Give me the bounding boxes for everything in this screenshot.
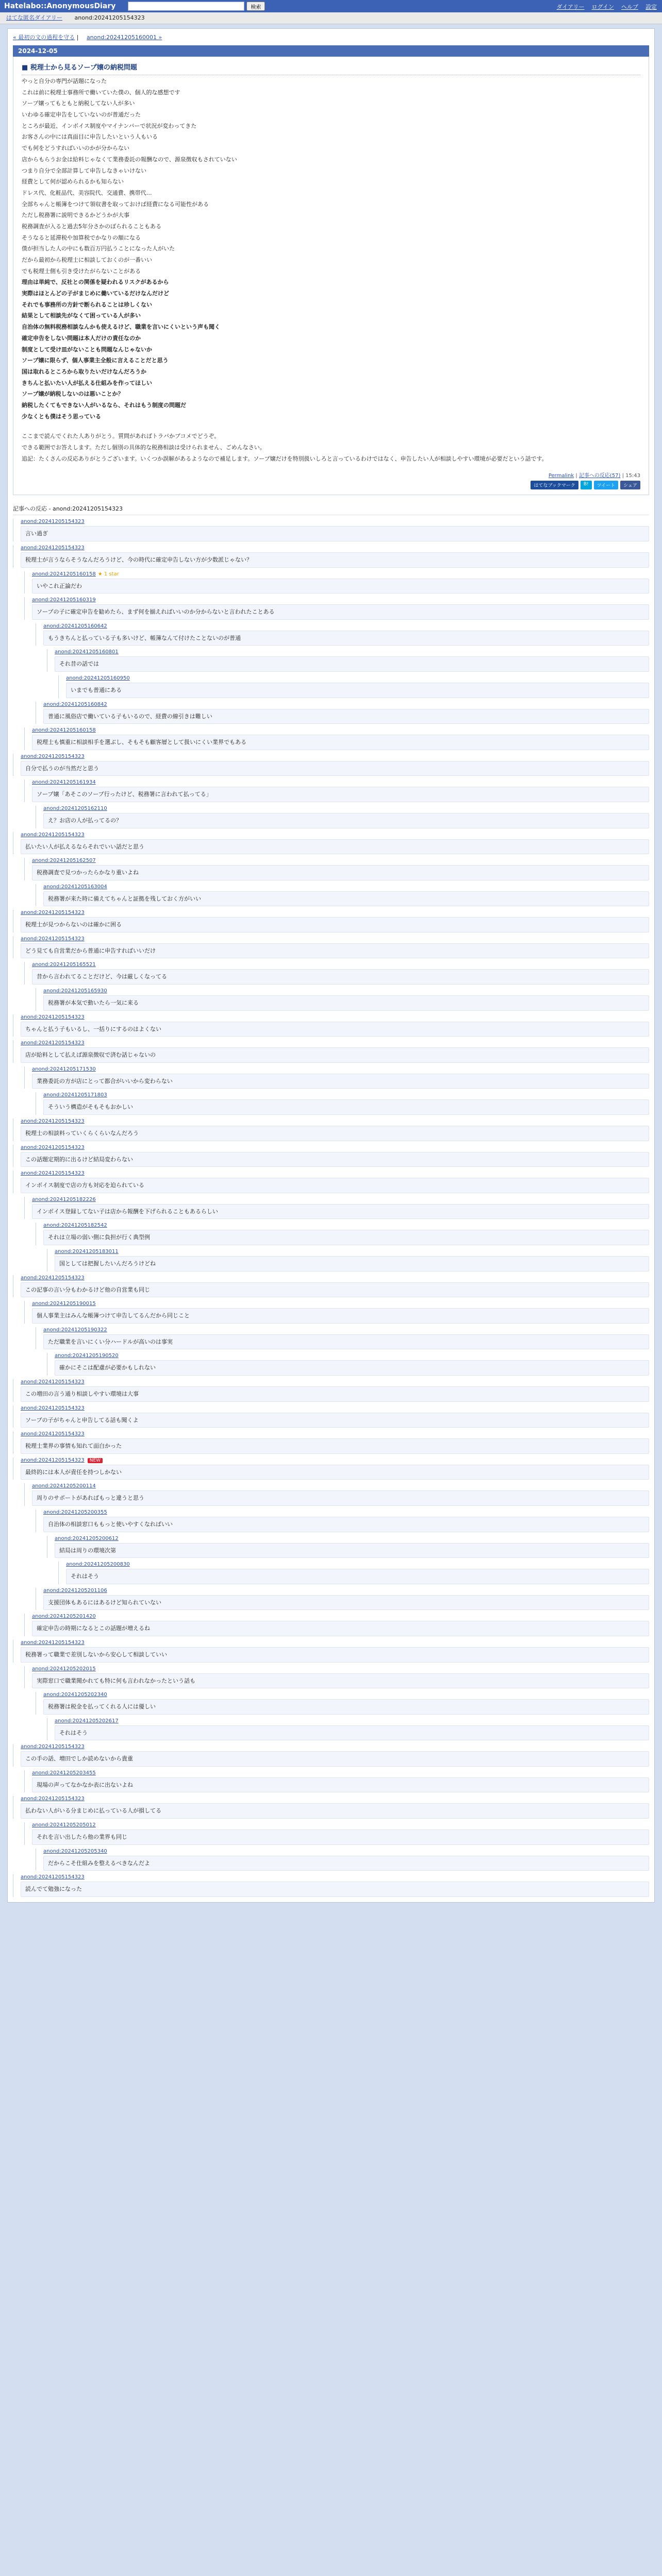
comment-author-link[interactable]: anond:20241205154323 bbox=[21, 936, 85, 942]
comment-author-link[interactable]: anond:20241205200114 bbox=[32, 1483, 96, 1489]
entry-paragraph: ここまで読んでくれた人ありがとう。質問があればトラバかブコメでどうぞ。 bbox=[22, 433, 220, 440]
comment-header bbox=[32, 962, 649, 968]
header-link-help[interactable]: ヘルプ bbox=[621, 4, 638, 10]
comment-item bbox=[24, 1301, 649, 1324]
comment-text: え？お店の人が払ってるの？ bbox=[43, 813, 649, 828]
entry-paragraph: 確定申告をしない問題は本人だけの責任なのか bbox=[22, 334, 141, 342]
entry-paragraph: これは前に税理士事務所で働いていた僕の、個人的な感想です bbox=[22, 89, 180, 96]
comment-author-link[interactable]: anond:20241205200355 bbox=[43, 1509, 107, 1515]
comment-header bbox=[55, 1353, 649, 1359]
search-button[interactable]: 検索 bbox=[246, 2, 265, 11]
comment-item bbox=[24, 1614, 649, 1636]
comment-header bbox=[43, 806, 649, 811]
comment-item bbox=[13, 936, 649, 959]
entry-paragraph: ところが最近、インボイス制度やマイナンバーで状況が変わってきた bbox=[22, 122, 197, 129]
comment-text: 税務署って職業で差別しないから安心して相談していい bbox=[21, 1647, 649, 1663]
entry-paragraph: でも何をどうすればいいのかが分からない bbox=[22, 145, 129, 152]
search-form bbox=[128, 2, 265, 11]
comment-author-link[interactable]: anond:20241205160319 bbox=[32, 597, 96, 603]
entry-paragraph: 店からもらうお金は給料じゃなくて業務委託の報酬なので、源泉徴収もされていない bbox=[22, 156, 237, 163]
comment-text: 確定申告の時期になるとこの話題が増えるね bbox=[32, 1621, 649, 1636]
entry-paragraph: 制度として受け皿がないことも問題なんじゃないか bbox=[22, 346, 152, 353]
comment-header bbox=[21, 545, 649, 551]
entry-paragraph: でも税理士側も引き受けたがらないことがある bbox=[22, 267, 141, 275]
bookmark-count-button[interactable]: B! bbox=[581, 481, 592, 489]
comment-text: ただ職業を言いにくい分ハードルが高いのは事実 bbox=[43, 1334, 649, 1350]
entry-paragraph: ドレス代、化粧品代、美容院代、交通費、携帯代… bbox=[22, 189, 152, 196]
comment-text: 個人事業主はみんな帳簿つけて申告してるんだから同じこと bbox=[32, 1308, 649, 1324]
comment-author-link[interactable]: anond:20241205202015 bbox=[32, 1666, 96, 1672]
comment-author-link[interactable]: anond:20241205205340 bbox=[43, 1848, 107, 1854]
comment-item bbox=[13, 1744, 649, 1767]
comment-header bbox=[43, 623, 649, 629]
entry-paragraph: 結果として相談先がなくて困っている人が多い bbox=[22, 312, 141, 319]
comment-text: 最終的には本人が責任を持つしかない bbox=[21, 1465, 649, 1480]
comment-item bbox=[36, 1327, 649, 1350]
header-link-settings[interactable]: 設定 bbox=[646, 4, 657, 10]
comment-text: いやこれ正論だわ bbox=[32, 579, 649, 594]
comment-text: この話題定期的に出るけど結局変わらない bbox=[21, 1152, 649, 1167]
comment-text: 税理士の相談料っていくらくらいなんだろう bbox=[21, 1126, 649, 1141]
comment-item bbox=[24, 962, 649, 985]
comment-text: 自分で払うのが当然だと思う bbox=[21, 761, 649, 776]
comment-header bbox=[43, 1092, 649, 1098]
entry-paragraph: できる範囲でお答えします。ただし個別の具体的な税務相談は受けられません、ごめんなさい。 bbox=[22, 444, 266, 451]
entry-paragraph: やっと自分の専門が話題になった bbox=[22, 78, 107, 84]
permalink-link[interactable]: Permalink bbox=[548, 473, 574, 479]
header-links bbox=[557, 3, 657, 11]
comment-author-link[interactable]: anond:20241205154323 bbox=[21, 1639, 85, 1646]
comment-header bbox=[32, 1614, 649, 1619]
entry-paragraph: ソープ嬢が納税しないのは悪いことか？ bbox=[22, 391, 124, 398]
comment-text: 支援団体もあるにはあるけど知られていない bbox=[43, 1595, 649, 1611]
comment-header bbox=[55, 1249, 649, 1255]
comment-author-link[interactable]: anond:20241205201420 bbox=[32, 1614, 96, 1620]
comment-author-link[interactable]: anond:20241205205012 bbox=[32, 1822, 96, 1828]
comment-header bbox=[21, 936, 649, 942]
entry-paragraph: ソープ嬢ってもともと納税してない人が多い bbox=[22, 100, 135, 107]
comment-item bbox=[13, 1379, 649, 1402]
comment-text: 昔から言われてることだけど、今は厳しくなってる bbox=[32, 969, 649, 985]
comment-item bbox=[13, 545, 649, 568]
comment-header bbox=[43, 1327, 649, 1333]
entry-paragraph: お客さんの中には真面目に申告したいという人もいる bbox=[22, 133, 158, 141]
comment-author-link[interactable]: anond:20241205154323 bbox=[21, 832, 85, 838]
comment-author-link[interactable]: anond:20241205160801 bbox=[55, 649, 119, 655]
entry-time: 15:43 bbox=[625, 473, 640, 479]
comment-author-link[interactable]: anond:20241205160642 bbox=[43, 623, 107, 629]
comment-author-link[interactable]: anond:20241205154323 bbox=[21, 1379, 85, 1385]
comment-author-link[interactable]: anond:20241205163004 bbox=[43, 884, 107, 890]
comment-author-link[interactable]: anond:20241205190520 bbox=[55, 1353, 119, 1359]
entry-paragraph: いわゆる確定申告をしていないのが普通だった bbox=[22, 111, 141, 118]
entry-paragraph: 理由は単純で、反社との関係を疑われるリスクがあるから bbox=[22, 279, 169, 286]
comment-text: 税務署が来た時に備えてちゃんと証拠を残しておく方がいい bbox=[43, 891, 649, 907]
comment-header bbox=[21, 1640, 649, 1646]
comment-header bbox=[32, 1483, 649, 1489]
comment-text: 払いたい人が払えるならそれでいい話だと思う bbox=[21, 839, 649, 855]
comment-author-link[interactable]: anond:20241205154323 bbox=[21, 545, 85, 551]
comment-header bbox=[21, 1145, 649, 1150]
comment-header bbox=[21, 1171, 649, 1176]
comment-header bbox=[32, 1770, 649, 1776]
comment-header bbox=[21, 754, 649, 759]
comment-text: 言い過ぎ bbox=[21, 526, 649, 541]
comment-author-link[interactable]: anond:20241205154323 bbox=[21, 1014, 85, 1020]
comment-header bbox=[21, 1118, 649, 1124]
entry-paragraph: 追記：たくさんの反応ありがとうございます。いくつか誤解があるようなので補足します。ソープ嬢だけを特別扱いしろと言っているわけではなく、申告したい人が相談しやすい環境が必要だという話です。 bbox=[22, 455, 548, 462]
search-input[interactable] bbox=[128, 2, 244, 11]
comment-text: 税務署が本気で動いたら一気に来る bbox=[43, 995, 649, 1011]
comment-header bbox=[21, 1275, 649, 1281]
comment-text: ソープの子がちゃんと申告してる話も聞くよ bbox=[21, 1413, 649, 1428]
breadcrumb-home[interactable]: はてな匿名ダイアリー bbox=[6, 14, 63, 21]
comment-text: そういう構造がそもそもおかしい bbox=[43, 1099, 649, 1115]
comment-header bbox=[43, 1849, 649, 1854]
comment-item bbox=[36, 1510, 649, 1532]
comment-text: 税理士が言うならそうなんだろうけど、今の時代に確定申告しない方が少数派じゃない？ bbox=[21, 552, 649, 568]
comment-header bbox=[21, 1458, 649, 1463]
comment-item bbox=[13, 1796, 649, 1819]
comment-author-link[interactable]: anond:20241205154323 bbox=[21, 1874, 85, 1880]
comment-item bbox=[58, 675, 649, 698]
comment-item bbox=[24, 779, 649, 802]
comment-author-link[interactable]: anond:20241205154323 bbox=[21, 1405, 85, 1411]
comment-text: 払わない人がいる分まじめに払っている人が損してる bbox=[21, 1803, 649, 1819]
entry-spacer bbox=[22, 423, 640, 430]
entry-paragraph: 国は取れるところから取りたいだけなんだろうか bbox=[22, 368, 146, 375]
comment-item bbox=[47, 1536, 649, 1558]
entry-paragraph: きちんと払いたい人が払える仕組みを作ってほしい bbox=[22, 379, 152, 386]
entry-paragraph: 経費として何が認められるかも知らない bbox=[22, 178, 124, 185]
day-navigation: « 最初の文の過程を守る | anond:20241205160001 » bbox=[13, 34, 162, 41]
comment-item bbox=[13, 1014, 649, 1037]
comment-author-link[interactable]: anond:20241205161934 bbox=[32, 779, 96, 786]
comment-header bbox=[21, 1014, 649, 1020]
comment-author-link[interactable]: anond:20241205154323 bbox=[21, 910, 85, 916]
comment-author-link[interactable]: anond:20241205171530 bbox=[32, 1066, 96, 1072]
entry-paragraph: それでも事務所の方針で断られることは珍しくない bbox=[22, 301, 152, 308]
comment-item bbox=[13, 1275, 649, 1298]
comment-item bbox=[24, 1197, 649, 1219]
comment-item bbox=[24, 858, 649, 880]
comment-text: いまでも普通にある bbox=[66, 683, 649, 698]
comment-text: ちゃんと払う子もいるし、一括りにするのはよくない bbox=[21, 1022, 649, 1037]
comment-header bbox=[21, 519, 649, 524]
comment-text: ソープ嬢「あそこのソープ行ったけど、税務署に言われて払ってる」 bbox=[32, 787, 649, 802]
comment-text: どう見ても自営業だから普通に申告すればいいだけ bbox=[21, 943, 649, 959]
comment-text: インボイス登録してない子は店から報酬を下げられることもあるらしい bbox=[32, 1204, 649, 1219]
comment-header bbox=[21, 1405, 649, 1411]
entry-paragraph: 少なくとも僕はそう思っている bbox=[22, 413, 101, 420]
comment-text: ソープの子に確定申告を勧めたら、まず何を揃えればいいのか分からないと言われたことある bbox=[32, 604, 649, 620]
comment-header bbox=[55, 649, 649, 655]
comment-text: それはそう bbox=[55, 1725, 649, 1741]
breadcrumb-current: anond:20241205154323 bbox=[74, 14, 145, 21]
entry-paragraph: ただし税務署に説明できるかどうかが大事 bbox=[22, 212, 129, 219]
breadcrumb bbox=[0, 12, 662, 24]
comment-header bbox=[32, 1197, 649, 1202]
comment-author-link[interactable]: anond:20241205154323 bbox=[21, 1171, 85, 1177]
comment-text: 現場の声ってなかなか表に出ないよね bbox=[32, 1777, 649, 1793]
comment-item bbox=[36, 1092, 649, 1115]
star-icon: ★ 1 star bbox=[97, 571, 119, 577]
comment-item bbox=[13, 1874, 649, 1897]
comment-text: 税務調査で見つかったらかなり重いよね bbox=[32, 865, 649, 880]
comment-text: この手の話、増田でしか読めないから貴重 bbox=[21, 1751, 649, 1767]
comment-item bbox=[24, 1822, 649, 1845]
comment-author-link[interactable]: anond:20241205182226 bbox=[32, 1196, 96, 1202]
header-link-diary[interactable]: ダイアリー bbox=[556, 4, 585, 10]
next-entry-link[interactable]: anond:20241205160001 » bbox=[86, 34, 162, 41]
comment-author-link[interactable]: anond:20241205201106 bbox=[43, 1587, 107, 1594]
comment-item bbox=[36, 806, 649, 828]
new-badge: NEW bbox=[88, 1458, 103, 1463]
comment-text: 実際窓口で職業聞かれても特に何も言われなかったという話も bbox=[32, 1673, 649, 1689]
comment-header bbox=[21, 1379, 649, 1385]
comment-author-link[interactable]: anond:20241205200612 bbox=[55, 1535, 119, 1541]
comment-item bbox=[36, 702, 649, 724]
comment-author-link[interactable]: anond:20241205154323 bbox=[21, 1275, 85, 1281]
comment-item bbox=[24, 727, 649, 750]
entry-paragraph: 納税したくてもできない人がいるなら、それはもう制度の問題だ bbox=[22, 401, 186, 409]
comment-author-link[interactable]: anond:20241205160950 bbox=[66, 675, 130, 681]
comment-header bbox=[43, 1692, 649, 1698]
comment-item bbox=[36, 988, 649, 1011]
comment-item bbox=[13, 1040, 649, 1063]
comment-item bbox=[13, 1640, 649, 1663]
comment-author-link[interactable]: anond:20241205154323 bbox=[21, 753, 85, 759]
comment-item bbox=[36, 884, 649, 907]
comment-author-link[interactable]: anond:20241205154323 bbox=[21, 1040, 85, 1046]
comment-item bbox=[58, 1562, 649, 1584]
comment-item bbox=[13, 754, 649, 776]
entry-paragraph: 税務調査が入ると過去5年分さかのぼられることもある bbox=[22, 223, 161, 230]
comment-item bbox=[13, 1171, 649, 1193]
comment-text: この記事の言い分もわかるけど他の自営業も同じ bbox=[21, 1282, 649, 1298]
comment-author-link[interactable]: anond:20241205165930 bbox=[43, 988, 107, 994]
comment-author-link[interactable]: anond:20241205202340 bbox=[43, 1692, 107, 1698]
comment-item bbox=[13, 519, 649, 541]
entry-title-marker: ■ bbox=[22, 64, 30, 72]
entry bbox=[13, 57, 649, 495]
comment-author-link[interactable]: anond:20241205160842 bbox=[43, 701, 107, 707]
comment-text: 税理士が見つからないのは確かに困る bbox=[21, 917, 649, 933]
entry-paragraph: ソープ嬢に限らず、個人事業主全般に言えることだと思う bbox=[22, 357, 169, 364]
comment-text: 業務委託の方が店にとって都合がいいから変わらない bbox=[32, 1074, 649, 1089]
comment-text: 結局は周りの環境次第 bbox=[55, 1543, 649, 1558]
entry-paragraph: つまり自分で全部計算して申告しなきゃいけない bbox=[22, 167, 146, 174]
comment-item bbox=[47, 1249, 649, 1272]
comment-author-link[interactable]: anond:20241205160158 bbox=[32, 727, 96, 734]
comment-header bbox=[21, 910, 649, 916]
comment-header bbox=[32, 1666, 649, 1672]
comment-header bbox=[43, 1510, 649, 1515]
comment-text: もうきちんと払っている子も多いけど、帳簿なんて付けたことないのが普通 bbox=[43, 631, 649, 646]
comment-text: 普通に風俗店で働いている子もいるので、経費の線引きは難しい bbox=[43, 709, 649, 724]
comment-author-link[interactable]: anond:20241205154323 bbox=[21, 1457, 85, 1463]
comment-item bbox=[36, 1692, 649, 1715]
comment-text: 税理士も慎重に相談相手を選ぶし、そもそも顧客層として扱いにくい業界でもある bbox=[32, 735, 649, 750]
comment-header bbox=[21, 1040, 649, 1046]
comment-item bbox=[47, 1353, 649, 1376]
entry-footer: Permalink | 記事への反応(57) | 15:43 bbox=[548, 473, 640, 479]
hatena-bookmark-button[interactable]: はてなブックマーク bbox=[531, 481, 578, 489]
comment-text: 読んでて勉強になった bbox=[21, 1882, 649, 1897]
comment-author-link[interactable]: anond:20241205154323 bbox=[21, 1431, 85, 1437]
comment-header bbox=[21, 1431, 649, 1437]
comment-text: 自治体の相談窓口ももっと使いやすくなればいい bbox=[43, 1517, 649, 1532]
share-buttons bbox=[22, 481, 640, 489]
comment-text: この増田の言う通り相談しやすい環境は大事 bbox=[21, 1386, 649, 1402]
comments-header: 記事への反応 - anond:20241205154323 bbox=[13, 502, 649, 515]
comment-author-link[interactable]: anond:20241205154323 bbox=[21, 519, 85, 525]
comment-header bbox=[21, 1874, 649, 1880]
comment-header bbox=[66, 1562, 649, 1567]
comment-author-link[interactable]: anond:20241205162507 bbox=[32, 858, 96, 864]
comment-item bbox=[47, 649, 649, 672]
comment-text: 国としては把握したいんだろうけどね bbox=[55, 1256, 649, 1272]
comment-text: 店が給料として払えば源泉徴収で済む話じゃないの bbox=[21, 1047, 649, 1063]
comment-header bbox=[32, 858, 649, 863]
comment-item bbox=[24, 1666, 649, 1689]
comment-item bbox=[13, 1458, 649, 1480]
entry-paragraph: 僕が担当した人の中にも数百万円払うことになった人がいた bbox=[22, 245, 175, 252]
entry-body bbox=[22, 77, 640, 464]
comment-author-link[interactable]: anond:20241205202617 bbox=[55, 1718, 119, 1724]
comment-author-link[interactable]: anond:20241205154323 bbox=[21, 1144, 85, 1150]
entry-date: 2024-12-05 bbox=[13, 45, 649, 57]
header-link-login[interactable]: ログイン bbox=[591, 4, 614, 10]
comment-text: それを言い出したら他の業界も同じ bbox=[32, 1829, 649, 1845]
entry-paragraph: そうなると延滞税や加算税でかなりの額になる bbox=[22, 234, 141, 241]
share-button[interactable]: シェア bbox=[620, 481, 640, 489]
comment-text: インボイス制度で店の方も対応を迫られている bbox=[21, 1178, 649, 1193]
comment-text: だからこそ仕組みを整えるべきなんだよ bbox=[43, 1856, 649, 1871]
comment-header bbox=[43, 702, 649, 707]
entry-title-text: 税理士から見るソープ嬢の納税問題 bbox=[30, 64, 137, 72]
comment-item bbox=[13, 910, 649, 933]
comment-author-link[interactable]: anond:20241205182542 bbox=[43, 1223, 107, 1229]
comment-author-link[interactable]: anond:20241205203455 bbox=[32, 1770, 96, 1776]
comment-item bbox=[13, 1118, 649, 1141]
comment-header bbox=[21, 1796, 649, 1802]
comment-item bbox=[24, 1066, 649, 1089]
comment-header bbox=[32, 1066, 649, 1072]
comment-header bbox=[32, 571, 649, 577]
comment-item bbox=[24, 571, 649, 594]
comment-author-link[interactable]: anond:20241205190322 bbox=[43, 1327, 107, 1333]
comment-header bbox=[43, 1588, 649, 1594]
comments-thread bbox=[13, 519, 649, 1896]
hatena-header-bar bbox=[0, 0, 662, 12]
comment-item bbox=[13, 1145, 649, 1167]
comment-header bbox=[32, 1822, 649, 1828]
comment-item bbox=[24, 1483, 649, 1506]
site-logo[interactable]: Hatelabo::AnonymousDiary bbox=[4, 2, 116, 10]
comment-header bbox=[32, 727, 649, 733]
comment-author-link[interactable]: anond:20241205200830 bbox=[66, 1562, 130, 1568]
entry-paragraph: 自治体の無料税務相談なんかも使えるけど、職業を言いにくいという声も聞く bbox=[22, 324, 220, 331]
comment-item bbox=[13, 1405, 649, 1428]
entry-title[interactable] bbox=[22, 62, 640, 75]
comment-header bbox=[21, 832, 649, 838]
comment-author-link[interactable]: anond:20241205190015 bbox=[32, 1301, 96, 1307]
comment-item bbox=[36, 623, 649, 646]
comment-header bbox=[66, 675, 649, 681]
entry-paragraph: だから最初から税理士に相談しておくのが一番いい bbox=[22, 257, 152, 263]
trackback-link[interactable]: 記事への反応(57) bbox=[578, 473, 621, 479]
comment-author-link[interactable]: anond:20241205162110 bbox=[43, 805, 107, 811]
comment-header bbox=[21, 1744, 649, 1750]
comment-author-link[interactable]: anond:20241205154323 bbox=[21, 1796, 85, 1802]
comment-header bbox=[43, 1223, 649, 1228]
comment-text: 税務署は税金を払ってくれる人には優しい bbox=[43, 1699, 649, 1715]
comment-text: 確かにそこは配慮が必要かもしれない bbox=[55, 1360, 649, 1376]
comment-item bbox=[13, 832, 649, 855]
entry-paragraph: 実際はほとんどの子がまじめに働いているだけなんだけど bbox=[22, 290, 169, 297]
comment-header bbox=[55, 1536, 649, 1541]
comment-item bbox=[24, 597, 649, 620]
entry-paragraph: 全部ちゃんと帳簿をつけて領収書を取っておけば経費になる可能性がある bbox=[22, 200, 209, 208]
comment-author-link[interactable]: anond:20241205183011 bbox=[55, 1249, 119, 1255]
comment-item bbox=[47, 1718, 649, 1741]
main-container bbox=[7, 28, 655, 1903]
comment-author-link[interactable]: anond:20241205165521 bbox=[32, 962, 96, 968]
tweet-button[interactable]: ツイート bbox=[594, 481, 619, 489]
comment-item bbox=[13, 1431, 649, 1454]
comment-item bbox=[36, 1849, 649, 1871]
comment-header bbox=[43, 884, 649, 890]
comment-header bbox=[32, 597, 649, 603]
comment-text: それは立場の弱い側に負担が行く典型例 bbox=[43, 1230, 649, 1245]
comment-author-link[interactable]: anond:20241205154323 bbox=[21, 1118, 85, 1125]
comment-item bbox=[36, 1588, 649, 1611]
comment-text: それはそう bbox=[66, 1569, 649, 1584]
prev-entry-link[interactable]: « 最初の文の過程を守る bbox=[13, 34, 75, 41]
comment-text: 周りのサポートがあればもっと違うと思う bbox=[32, 1490, 649, 1506]
comment-header bbox=[55, 1718, 649, 1724]
comment-item bbox=[24, 1770, 649, 1793]
comment-item bbox=[36, 1223, 649, 1245]
comment-author-link[interactable]: anond:20241205160158 bbox=[32, 571, 96, 577]
comment-author-link[interactable]: anond:20241205154323 bbox=[21, 1744, 85, 1750]
comment-author-link[interactable]: anond:20241205171803 bbox=[43, 1092, 107, 1098]
comment-header bbox=[32, 1301, 649, 1307]
comment-header bbox=[32, 779, 649, 785]
comment-header bbox=[43, 988, 649, 994]
comment-text: それ昔の話では bbox=[55, 656, 649, 672]
comment-text: 税理士業界の事情も知れて面白かった bbox=[21, 1438, 649, 1454]
